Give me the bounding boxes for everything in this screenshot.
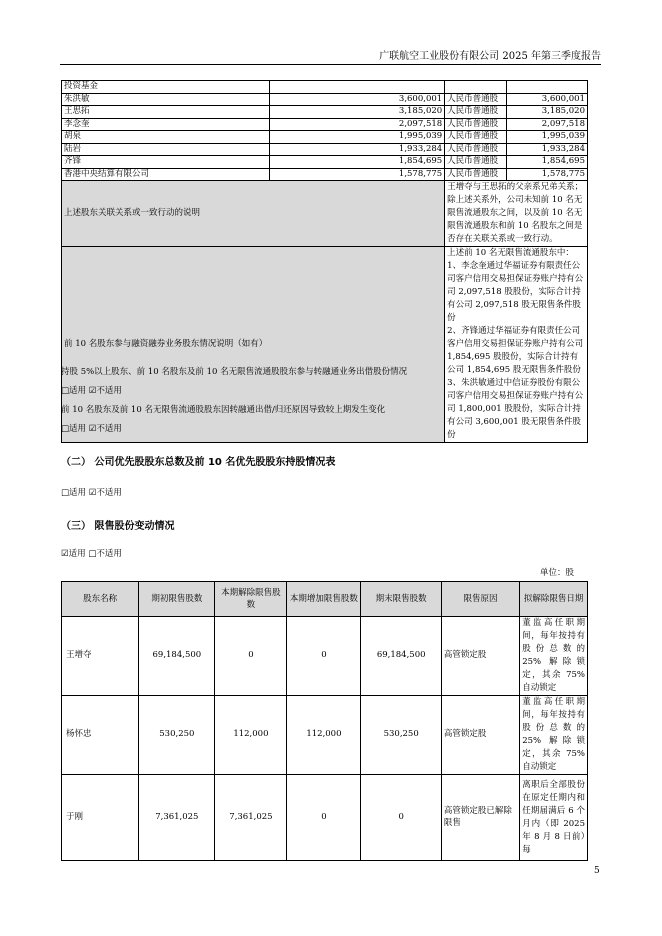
share-type: 人民币普通股 [445,143,507,156]
holder-name: 王增夺 [62,617,139,696]
column-header: 本期解除限售股数 [215,582,287,617]
unit-label: 单位：股 [540,568,575,578]
holder-name: 齐锋 [62,156,270,169]
change-title: 前 10 名股东及前 10 名无限售流通股股东因转融通出借/归还原因导致较上期发生变化 [61,405,386,415]
holder-name: 陆岩 [62,143,270,156]
holder-shares: 1,854,695 [269,156,445,169]
share-count: 3,600,001 [507,93,588,106]
released-shares: 112,000 [215,696,287,775]
share-type: 人民币普通股 [445,168,507,181]
share-count: 1,933,284 [507,143,588,156]
page-header: 广联航空工业股份有限公司 2025 年第三季度报告 [60,47,601,65]
column-header: 期初限售股数 [139,582,215,617]
column-header: 拟解除限售日期 [520,582,588,617]
column-header: 本期增加限售股数 [287,582,361,617]
holder-shares: 3,600,001 [269,93,445,106]
added-shares: 0 [287,617,361,696]
holder-name: 朱洪敏 [62,93,270,106]
holder-name: 王思拓 [62,106,270,119]
share-type: 人民币普通股 [445,118,507,131]
table-row [62,93,588,106]
table-row [62,118,588,131]
table-row [62,143,588,156]
begin-shares: 69,184,500 [139,617,215,696]
table-row [62,168,588,181]
holder-shares: 3,185,020 [269,106,445,119]
added-shares: 112,000 [287,696,361,775]
release-date: 董监高任职期间，每年按持有股份总数的 25% 解除锁定，其余 75% 自动锁定 [520,617,588,696]
holder-shares: 1,933,284 [269,143,445,156]
share-count: 1,995,039 [507,131,588,144]
end-shares: 0 [361,775,441,861]
end-shares: 530,250 [361,696,441,775]
release-date: 董监高任职期间，每年按持有股份总数的 25% 解除锁定，其余 75% 自动锁定 [520,696,588,775]
table-row [62,617,588,696]
table-row [62,131,588,144]
lending-check: □适用 ☑不适用 [61,386,122,396]
change-check: □适用 ☑不适用 [61,424,122,434]
section3-check: ☑适用 □不适用 [61,549,122,559]
holder-name: 李念奎 [62,118,270,131]
holder-name: 杨怀忠 [62,696,139,775]
added-shares: 0 [287,775,361,861]
restriction-reason: 高管锁定股已解除限售 [441,775,519,861]
released-shares: 0 [215,617,287,696]
restricted-shares-table [61,581,588,861]
holder-name: 胡泉 [62,131,270,144]
section3-heading: （三） 限售股份变动情况 [61,521,175,532]
table-row [62,81,588,94]
margin-text [445,247,588,443]
share-type: 人民币普通股 [445,93,507,106]
margin-line: 2、齐锋通过华福证券有限责任公司客户信用交易担保证券账户持有公司 1,854,695 股股份，实际合计持有公司 1,854,695 股无限售条件股份 [447,326,584,375]
margin-line: 1、李念奎通过华福证券有限责任公司客户信用交易担保证券账户持有公司 2,097,518 股股份，实际合计持有公司 2,097,518 股无限售条件股份 [447,261,584,323]
share-type: 人民币普通股 [445,156,507,169]
margin-label: 前 10 名股东参与融资融券业务股东情况说明（如有） [62,247,445,443]
holder-shares: 2,097,518 [269,118,445,131]
related-label: 上述股东关联关系或一致行动的说明 [62,181,445,247]
share-count: 1,854,695 [507,156,588,169]
share-type: 人民币普通股 [445,131,507,144]
column-header: 期末限售股数 [361,582,441,617]
holder-shares: 1,578,775 [269,168,445,181]
table-header-row [62,582,588,617]
page-number: 5 [594,866,600,876]
release-date: 离职后全部股份在原定任期内和任期届满后 6 个月内（即 2025 年 8 月 8 日前）每 [520,775,588,861]
holder-name: 于刚 [62,775,139,861]
share-type: 人民币普通股 [445,106,507,119]
share-count: 2,097,518 [507,118,588,131]
restriction-reason: 高管锁定股 [441,696,519,775]
section2-heading: （二） 公司优先股股东总数及前 10 名优先股股东持股情况表 [61,457,336,468]
table-row [62,775,588,861]
column-header: 限售原因 [441,582,519,617]
restriction-reason: 高管锁定股 [441,617,519,696]
top-holders-table [61,80,588,443]
holder-name: 投资基金 [62,81,270,94]
lending-title: 持股 5%以上股东、前 10 名股东及前 10 名无限售流通股股东参与转融通业务出借股份情况 [61,367,408,377]
begin-shares: 530,250 [139,696,215,775]
margin-line: 上述前 10 名无限售流通股东中： [447,248,574,258]
begin-shares: 7,361,025 [139,775,215,861]
end-shares: 69,184,500 [361,617,441,696]
share-count: 1,578,775 [507,168,588,181]
table-row [62,696,588,775]
released-shares: 7,361,025 [215,775,287,861]
section2-check: □适用 ☑不适用 [61,488,122,498]
holder-name: 香港中央结算有限公司 [62,168,270,181]
holder-shares: 1,995,039 [269,131,445,144]
related-text: 王增夺与王思拓的父亲系兄弟关系；除上述关系外，公司未知前 10 名无限售流通股东之间，以及前 10 名无限售流通股东和前 10 名股东之间是否存在关联关系或一致行动。 [445,181,588,247]
table-row [62,156,588,169]
margin-line: 3、朱洪敏通过中信证券股份有限公司客户信用交易担保证券账户持有公司 1,800,001 股股份，实际合计持有公司 3,600,001 股无限售条件股份 [447,378,584,440]
table-row [62,106,588,119]
table-row [62,181,588,247]
column-header: 股东名称 [62,582,139,617]
share-count: 3,185,020 [507,106,588,119]
